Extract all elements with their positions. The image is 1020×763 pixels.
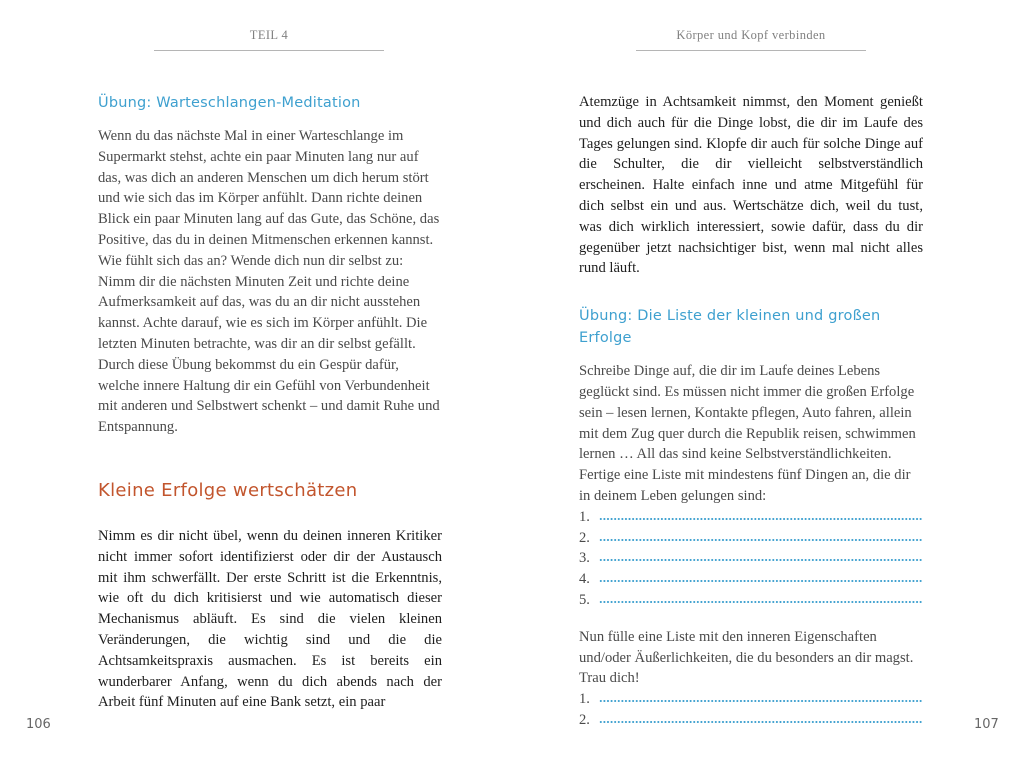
dotted-fill-line — [599, 509, 923, 521]
exercise-heading: Übung: Warteschlangen-Meditation — [98, 95, 361, 111]
page-number: 106 — [26, 717, 51, 732]
dotted-fill-line — [599, 571, 923, 583]
page-number: 107 — [974, 717, 999, 732]
list-number: 3. — [579, 550, 590, 567]
dotted-fill-line — [599, 550, 923, 562]
success-list — [579, 507, 923, 611]
running-head — [636, 24, 866, 52]
dotted-fill-line — [599, 592, 923, 604]
list-item — [579, 548, 923, 569]
list-item — [579, 689, 923, 710]
list-item — [579, 528, 923, 549]
running-head-rule — [154, 50, 384, 51]
list-number: 1. — [579, 691, 590, 708]
section-text: Nimm es dir nicht übel, wenn du deinen inneren Kritiker nicht immer sofort identifizierst oder dir der Austausch mit ihm schwerfällt. Der erste Schritt ist die Erkenntnis, wie oft du dich kritisierst und wie automatisch dieser Mechanismus abläuft. Es sind die vielen kleinen Veränderungen, die wichtig sind und die die Achtsamkeitspraxis ausmachen. Es ist bereits ein wunderbarer Anfang, wenn du dich abends nach der Arbeit fünf Minuten auf eine Bank setzt, ein paar — [98, 527, 442, 711]
running-head-rule — [636, 50, 866, 51]
right-text-column — [579, 92, 923, 731]
list-item — [579, 710, 923, 731]
list-number: 4. — [579, 571, 590, 588]
list-item — [579, 507, 923, 528]
qualities-list — [579, 689, 923, 731]
section-heading: Kleine Erfolge wertschätzen — [98, 479, 358, 501]
list-number: 2. — [579, 711, 590, 728]
dotted-fill-line — [599, 691, 923, 703]
right-page — [510, 0, 1020, 763]
left-text-column — [98, 92, 442, 713]
exercise-heading: Übung: Die Liste der kleinen und großen Erfolge — [579, 308, 881, 347]
dotted-fill-line — [599, 712, 923, 724]
second-exercise-text: Nun fülle eine Liste mit den inneren Eigenschaften und/oder Äußerlichkeiten, die du besonders an dir magst. Trau dich! — [579, 628, 914, 687]
list-item — [579, 590, 923, 611]
list-number: 2. — [579, 529, 590, 546]
running-head — [154, 24, 384, 52]
continued-text: Atemzüge in Achtsamkeit nimmst, den Moment genießt und dich auch für die Dinge lobst, die dir im Laufe des Tages gelungen sind. Klopfe dir auch für solche Dinge auf die Schulter, die dir vielleicht selbstverständlich erscheinen. Halte einfach inne und atme Mitgefühl für dich selbst ein und aus. Wertschätze dich, weil du tust, was dich wirklich interessiert, sowie dafür, dass du dir gegenüber jetzt nachsichtiger bist, wenn mal nicht alles rund läuft. — [579, 94, 923, 277]
list-number: 1. — [579, 508, 590, 525]
exercise-text: Schreibe Dinge auf, die dir im Laufe deines Lebens geglückt sind. Es müssen nicht immer die großen Erfolge sein – lesen lernen, Kontakte pflegen, Auto fahren, allein mit dem Zug quer durch die Republik reisen, schwimmen lernen … All das sind keine Selbstverständlichkeiten. Fertige eine Liste mit mindestens fünf Dingen an, die dir in deinem Leben gelungen sind: — [579, 363, 916, 504]
running-head-text: TEIL 4 — [249, 28, 289, 42]
dotted-fill-line — [599, 530, 923, 542]
exercise-text: Wenn du das nächste Mal in einer Warteschlange im Supermarkt stehst, achte ein paar Minuten lang nur auf das, was dich an anderen Menschen um dich herum stört und wie sich das im Körper anfühlt. Dann richte deinen Blick ein paar Minuten lang auf das Gute, das Schöne, das Positive, das du in deinen Mitmenschen erkennen kannst. Wie fühlt sich das an? Wende dich nun dir selbst zu: Nimm dir die nächsten Minuten Zeit und richte deine Aufmerksamkeit auf das, was du an dir nicht ausstehen kannst. Achte darauf, wie es sich im Körper anfühlt. Die letzten Minuten betrachte, was dir an dir selbst gefällt. Durch diese Übung bekommst du ein Gespür dafür, welche innere Haltung dir ein Gefühl von Verbundenheit mit anderen und Selbstwert schenkt – und damit Ruhe und Entspannung. — [98, 128, 440, 436]
running-head-text: Körper und Kopf verbinden — [676, 28, 826, 42]
list-item — [579, 569, 923, 590]
list-number: 5. — [579, 591, 590, 608]
